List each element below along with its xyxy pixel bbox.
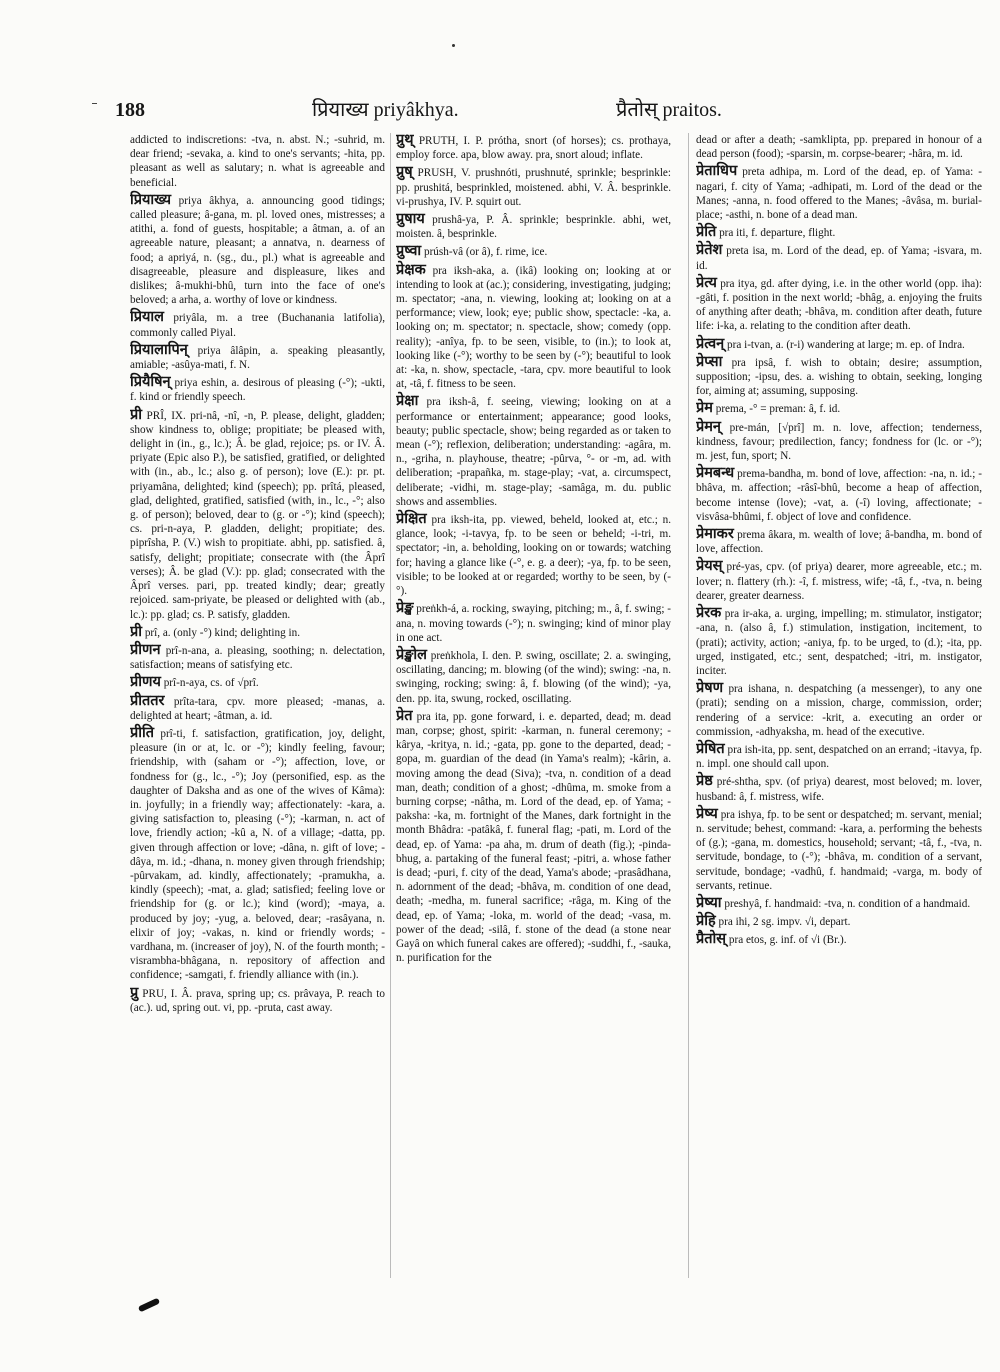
column-1 <box>130 133 385 1283</box>
dictionary-entry <box>696 807 982 893</box>
definition-text: pra i-tvan, a. (r-i) wandering at large; m. ep. of Indra. <box>727 338 965 351</box>
dictionary-entry <box>396 165 671 209</box>
dictionary-entry <box>396 512 671 598</box>
definition-text: pra iksh-â, f. seeing, viewing; looking on at a performance or entertainment; appearance; good looks, beauty; public spectacle, show; being regarded as or taken to mean (-°); reflexion, deliberation; understanding: -agâra, m. n., -griha, n. playhouse, theatre; -pûrva, °- or -m, ad. with deliberation; -prapañka, m. stage-play; -vat, a. circumspect, deliberate; -vidhi, m. stage-play; -samâga, m. du. public shows and assemblies. <box>396 396 671 508</box>
dictionary-entry <box>130 310 385 339</box>
definition-text: prema, -° = preman: â, f. id. <box>715 403 841 416</box>
headword: प्रेहि <box>696 913 716 930</box>
dictionary-entry <box>396 601 671 645</box>
definition-text: preṅkh-á, a. rocking, swaying, pitching; m., â, f. swing; -ana, n. moving towards (-°); n. swinging; kind of minor play in one act. <box>396 603 671 644</box>
dictionary-entry <box>396 244 671 259</box>
definition-text: PRUTH, I. P. prótha, snort (of horses); cs. prothaya, employ force. apa, blow away. pra, snort aloud; inflate. <box>396 135 671 162</box>
headword: प्रुषाय <box>396 211 425 228</box>
page-number: 188 <box>115 99 145 121</box>
definition-text: priya eshin, a. desirous of pleasing (-°); -ukti, f. kind or friendly speech. <box>130 377 385 404</box>
dictionary-entry <box>130 986 385 1015</box>
dictionary-entry <box>696 742 982 771</box>
definition-text: priya âlâpin, a. speaking pleasantly, amiable; -asûya-mati, f. N. <box>130 344 385 372</box>
headword: प्रेमाकर <box>696 526 734 543</box>
definition-text: pra ishana, n. despatching (a messenger), to any one (prati); sending on a mission, charge, commission, order; rendering of a service: -krit, a. executing an order or commission, -adhyaksha, m. head of the executive. <box>696 683 982 738</box>
headword: प्रीणन <box>130 641 161 658</box>
margin-tick <box>92 103 97 104</box>
definition-text: prî-n-ana, a. pleasing, soothing; n. delectation, satisfaction; means of satisfying etc. <box>130 644 385 672</box>
headword: प्रियाल <box>130 309 165 326</box>
dictionary-entry <box>696 527 982 556</box>
definition-text: pré-shtha, spv. (of priya) dearest, most beloved; m. lover, husband: â, f. mistress, wife. <box>696 776 982 803</box>
definition-text: prema âkara, m. wealth of love; â-bandha, m. bond of love, affection. <box>696 529 982 556</box>
headword: प्रु <box>130 984 139 1001</box>
headword: प्रेष्ठ <box>696 773 713 790</box>
headword: प्रियालापिन् <box>130 341 188 358</box>
headword: प्रेतेश <box>696 242 723 259</box>
headword: प्रीति <box>130 724 155 741</box>
dictionary-entry <box>396 212 671 241</box>
column-3 <box>696 133 982 1283</box>
dictionary-entry <box>696 133 982 161</box>
definition-text: pra iksh-aka, a. (ikâ) looking on; looking at or intending to look at (ac.); considering, investigating, judging; m. spectator; -ana, n. viewing, looking at; looking on at a performance; view, look; eye; public show, spectacle: -ka, a. looking on; m. spectator; n. spectacle, show; comedy (opp. reality); -anîya, fp. to be seen, visible, to (in.); to look at, looking like (-°); worthy to be seen by (-°); beautiful to look at: -ka, n. show, spectacle, -tara, cpv. more beautiful to look at, -tâ, f. fitness to be seen. <box>396 264 671 391</box>
dictionary-entry <box>130 643 385 672</box>
headword: प्रेष्या <box>696 894 722 911</box>
definition-text: prúsh-vâ (or â), f. rime, ice. <box>423 246 548 259</box>
column-divider <box>688 133 689 1278</box>
headword: प्रेयस् <box>696 558 723 575</box>
dictionary-entry <box>696 164 982 222</box>
dictionary-entry <box>130 625 385 640</box>
definition-text: pra ish-ita, pp. sent, despatched on an errand; -itavya, fp. n. impl. one should call upon. <box>696 743 982 771</box>
definition-text: pra iksh-ita, pp. viewed, beheld, looked at, etc.; n. glance, look; -i-tavya, fp. to be seen or beheld; -i-tri, m. spectator; -in, a. beholding, looking on or towards; watching for; having a glance like (-°, e. g. a deer); -ya, fp. to be seen, visible; to be looked at or regarded; worthy to be seen, by (-°). <box>396 514 671 598</box>
dictionary-entry <box>130 193 385 308</box>
headword: प्रुष्वा <box>396 243 422 260</box>
ink-mark <box>138 1298 160 1313</box>
dictionary-entry <box>696 774 982 803</box>
dictionary-entry <box>130 133 385 190</box>
dictionary-entry <box>130 408 385 622</box>
definition-text: pra itya, gd. after dying, i.e. in the other world (opp. iha): -gâti, f. position in the next world; -bhâg, a. enjoying the fruits of anything after death; -bhâva, m. condition after death, future life: i-ka, a. relating to the condition after death. <box>696 277 982 333</box>
definition-text: pra ita, pp. gone forward, i. e. departed, dead; m. dead man, corpse; ghost, spirit: -karman, n. funeral ceremony; -kârya, -kritya, n. id.; -gata, pp. gone to the departed, dead; -gopa, m. guardian of the dead (in Yama's realm); -kârin, a. moving among the dead (Siva); -tva, n. condition of a dead man, death; condition of a ghost; -dhûma, m. smoke from a burning corpse; -nâtha, m. Lord of the dead, ep. of Yama; -paksha: -ka, m. fortnight of the Manes, dark fortnight in the month Bhâdra: -patâkâ, f. funeral flag; -pati, m. Lord of the dead, ep. of Yama: -pa aha, m. drum of death (fig.); -pinda-bhug, a. partaking of the funeral feast; -pitri, a. whose father is dead; -puri, f. city of the dead, Yama's abode; -prasâdhana, n. adornment of the dead; -bhâva, m. condition of one dead, death; -medha, m. funeral sacrifice; -râga, m. King of the dead, ep. of Yama; -loka, m. world of the dead; -vasa, m. power of the dead; -silâ, f. stone of the dead (a stone near Gayâ on which funeral cakes are offered); -suddhi, f., -sauka, n. purification for the <box>396 710 671 965</box>
headword: प्रियाख्य <box>130 191 172 208</box>
headword: प्रेत्य <box>696 274 717 291</box>
definition-text: prî-n-aya, cs. of √prî. <box>163 677 259 690</box>
definition-text: prushâ-ya, P. Â. sprinkle; besprinkle. abhi, wet, moisten. â, besprinkle. <box>396 214 671 241</box>
headword: प्रेक्षित <box>396 511 427 528</box>
definition-text: preṅkhola, I. den. P. swing, oscillate; 2. a. swinging, oscillating, dancing; m. blowing (of the wind); swing: -na, n. swinging, rocking; swing: â, f. blowing (of the wind); -ya, den. pp. ita, swung, rocked, oscillating. <box>396 649 671 705</box>
definition-text: preta adhipa, m. Lord of the dead, ep. of Yama: -nagari, f. city of Yama; -adhipati, m. Lord of the dead or the Manes; -anna, n. food offered to the Manes; -âvâsa, m. burial-place; -asthi, n. bone of a dead man. <box>696 166 982 222</box>
headword: प्रैतोस् <box>696 931 727 948</box>
dictionary-entry <box>696 896 982 911</box>
headword: प्री <box>130 623 143 640</box>
headword: प्रेति <box>696 224 717 241</box>
headword: प्रीततर <box>130 692 165 709</box>
headword: प्रेताधिप <box>696 163 738 180</box>
headword: प्रेप्सा <box>696 353 723 370</box>
headword: प्रुथ् <box>396 133 414 148</box>
definition-text: PRUSH, V. prushnóti, prushnuté, sprinkle; besprinkle: pp. prushitá, besprinkled, moistened. abhi, V. Â. besprinkle. vi-prushya, IV. P. squirt out. <box>396 167 671 208</box>
definition-text: pra iti, f. departure, flight. <box>719 227 836 240</box>
dictionary-entry <box>696 225 982 240</box>
headword: प्रेषित <box>696 740 725 757</box>
dictionary-entry <box>130 726 385 983</box>
headword: प्रेरक <box>696 605 722 622</box>
definition-text: pra ipsâ, f. wish to obtain; desire; assumption, supposition; -ipsu, des. a. wishing to obtain, seeking, longing for, aiming at; assuming, supposing. <box>696 356 982 398</box>
headword: प्रीणय <box>130 674 161 691</box>
headword: प्री <box>130 406 143 423</box>
dictionary-entry <box>696 355 982 399</box>
dictionary-entry <box>696 420 982 464</box>
definition-text: dead or after a death; -samklipta, pp. prepared in honour of a dead person (food); -sparsin, m. corpse-bearer; -hâra, m. id. <box>696 134 982 161</box>
left-running-head: प्रियाख्य priyâkhya. <box>312 99 459 121</box>
dictionary-entry <box>130 343 385 372</box>
dictionary-entry <box>696 606 982 678</box>
definition-text: prema-bandha, m. bond of love, affection: -na, n. id.; -bhâva, m. affection; -râsî-bhû, become a heap of affection, become intense (love); -vat, a. (-î) loving, affectionate; -visvâsa-bhûmi, f. object of love and confidence. <box>696 468 982 523</box>
definition-text: priya âkhya, a. announcing good tidings; called pleasure; â-gana, m. pl. loved ones, mistresses; a atithi, a. fond of guests, hospitable; a âtman, a. of an agreeable nature, pleasant; a annatva, n. dearness of food; a apriyá, n. (sg., du., pl.) what is agreeable and disagreeable, pleasure and displeasure, likes and dislikes; â-mukhi-bhû, turn into the face of one's beloved; a arha, a. worthy of love or kindness. <box>130 194 385 307</box>
headword: प्रेक्षक <box>396 261 426 278</box>
definition-text: pré-yas, cpv. (of priya) dearer, more agreeable, etc.; m. lover; n. flattery (rh.): -î, f. mistress, wife; -tâ, f., -tva, n. being dearer, greater dearness. <box>696 561 982 602</box>
dictionary-entry <box>396 133 671 162</box>
dictionary-entry <box>696 932 982 947</box>
dictionary-entry <box>396 648 671 706</box>
dictionary-entry <box>396 263 671 392</box>
dictionary-entry <box>396 394 671 509</box>
headword: प्रुष् <box>396 164 413 181</box>
definition-text: PRÎ, IX. pri-nâ, -nî, -n, P. please, delight, gladden; show kindness to, oblige; propitiate; be pleased with, delight in (in., g., lc.); Â. be glad, rejoice; ps. or IV. Â. priyate (Epic also P.), be satisfied, gratified, or delighted with (in., ab., lc.; also g. of person); love (E.): pr. pt. priyamâna, delighted; kind (speech); pp. prîtá, pleased, glad, delighted, gratified, satisfied (with, in., lc., -°; also g. of person); beloved, dear to (g. or -°); kind (speech); cs. pri-n-aya, P. gladden, delight; propitiate; des. piprîsha, P. (V.) wish to propitiate. abhi, pp. satisfied. â, satisfy, delight; propitiate; consecrate with (the Âprî verses); Â. be glad (V.): pp. glad; consecrated with the Âprî verses. pari, pp. treated kindly; dear; greatly rejoiced. sam-priyate, be pleased or delighted with (ab., lc.): pp. glad; cs. P. satisfy, gladden. <box>130 409 385 621</box>
dictionary-entry <box>396 709 671 966</box>
definition-text: pra ir-aka, a. urging, impelling; m. stimulator, instigator; -ana, n. (also â, f.) stimulation, instigation, incitement, to (prati); activity, action; -aniya, fp. to be urged, to (d.); -ita, pp. urged, instigated, etc.; sent, despatched; -itri, m. instigator, inciter. <box>696 608 982 677</box>
dictionary-entry <box>696 466 982 524</box>
column-2 <box>396 133 671 1283</box>
definition-text: prî, a. (only -°) kind; delighting in. <box>144 626 300 639</box>
definition-text: pra ihi, 2 sg. impv. √i, depart. <box>718 916 851 929</box>
definition-text: pre-mán, [√prî] m. n. love, affection; tenderness, kindness, favour; predilection, fancy; fondness for (lc. or -°); m. jest, fun, sport; N. <box>696 421 982 463</box>
dictionary-entry <box>696 914 982 929</box>
headword: प्रेङ्खोल <box>396 646 428 663</box>
definition-text: pra etos, g. inf. of √i (Br.). <box>728 934 847 947</box>
scan-speck <box>452 44 455 47</box>
definition-text: PRU, I. Â. prava, spring up; cs. prâvaya, P. reach to (ac.). ud, spring out. vi, pp. -pruta, cast away. <box>130 987 385 1014</box>
headword: प्रेम <box>696 400 713 417</box>
running-header <box>110 98 770 128</box>
definition-text: prîta-tara, cpv. more pleased; -manas, a. delighted at heart; -âtman, a. id. <box>130 695 385 722</box>
definition-text: addicted to indiscretions: -tva, n. abst. N.; -suhrid, m. dear friend; -sevaka, a. kind to one's servants; -hita, pp. pleasant as well as salutary; n. what is agreeable and beneficial. <box>130 134 385 189</box>
headword: प्रेमबन्ध <box>696 465 735 482</box>
headword: प्रेक्षा <box>396 393 419 410</box>
headword: प्रेष्य <box>696 805 718 822</box>
right-running-head: प्रैतोस् praitos. <box>616 99 722 121</box>
column-divider <box>390 133 391 1278</box>
headword: प्रेषण <box>696 680 724 697</box>
headword: प्रेङ्ख <box>396 600 414 617</box>
headword: प्रियैषिन् <box>130 374 171 391</box>
dictionary-entry <box>130 375 385 404</box>
definition-text: prî-ti, f. satisfaction, gratification, joy, delight, pleasure (in or at, lc. or -°); kindly feeling, favour; friendship, with (saham or -°); affection, love, or fondness for (g., lc., -°); Joy (personified, esp. as the daughter of Daksha and as one of the wives of Kâma): in. joyfully; in a friendly way; affectionately: -kara, a. giving satisfaction to, pleasing (-°); -karman, n. act of love, friendly action; -kû a, N. of a village; -datta, pp. given through affection or love; -dâna, n. gift of love; -dâya, m. id.; -dhana, n. money given through friendship; -pûrvakam, ad. kindly, affectionately; -pramukha, a. kindly (speech); -mat, a. glad; satisfied; feeling love or friendship for (g. or lc.); kind (word); -maya, a. produced by joy; -yug, a. beloved, dear; -rasâyana, n. elixir of joy; -vakas, n. kind or friendly words; -vardhana, m. (increaser of joy), N. of the fourth month; -visrambha-bhâgana, n. repository of affection and confidence; -samgati, f. friendly alliance with (in.). <box>130 727 385 982</box>
dictionary-entry <box>696 243 982 272</box>
headword: प्रेत <box>396 707 413 724</box>
definition-text: preta isa, m. Lord of the dead, ep. of Yama; -isvara, m. id. <box>696 245 982 272</box>
dictionary-entry <box>696 681 982 739</box>
definition-text: preshyâ, f. handmaid: -tva, n. condition of a handmaid. <box>724 897 971 910</box>
dictionary-entry <box>130 675 385 690</box>
definition-text: pra ishya, fp. to be sent or despatched; m. servant, menial; n. servitude; behest, command: -kara, a. performing the behests of (g.); -gana, m. domestics, household; servant; -tâ, f., -tva, n. servitude, bondage, to (-°); -bhâva, m. condition of a servant, servitude, bondage; -vadhû, f. handmaid; -varga, m. body of servants, retinue. <box>696 808 982 892</box>
dictionary-entry <box>696 276 982 334</box>
headword: प्रेत्वन् <box>696 335 725 352</box>
dictionary-entry <box>696 559 982 603</box>
dictionary-entry <box>130 694 385 723</box>
headword: प्रेमन् <box>696 418 721 435</box>
definition-text: priyâla, m. a tree (Buchanania latifolia), commonly called Piyal. <box>130 312 385 339</box>
dictionary-entry <box>696 401 982 416</box>
dictionary-entry <box>696 337 982 352</box>
